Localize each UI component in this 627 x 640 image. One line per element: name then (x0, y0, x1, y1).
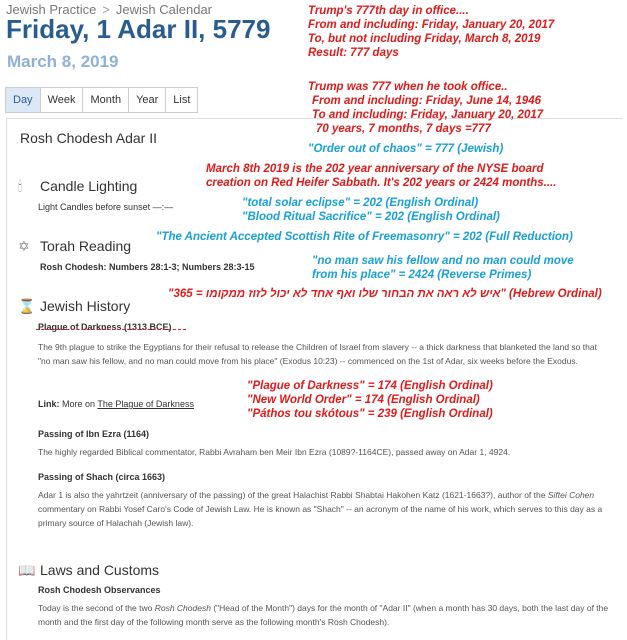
view-tabs (6, 87, 198, 113)
plague-of-darkness-link[interactable]: The Plague of Darkness (97, 399, 194, 409)
tab-day[interactable]: Day (5, 87, 41, 113)
history-item-text: The highly regarded Biblical commentator, Rabbi Avraham ben Meir Ibn Ezra (1089?-1164CE), passed away on Adar 1, 4924. (38, 447, 511, 457)
laws-subheading: Rosh Chodesh Observances (38, 585, 161, 595)
laws-text-a: Today is the second of the two (38, 603, 155, 613)
annotation-line: From and including: Friday, June 14, 1946 (312, 95, 541, 107)
annotation-line: "Páthos tou skótous" = 239 (English Ordinal) (247, 408, 493, 420)
annotation-hebrew-ordinal: "365 = איש לא ראה את הבחור שלו ואף אחד לא יכול לזוז ממקומו" (Hebrew Ordinal) (168, 288, 602, 300)
shach-text-b: commentary on Rabbi Yosef Caro's Code of Jewish Law. He is known as "Shach" -- an acronym of the name of his work, which serves to this day as a primary source of Halachah (Jewish law). (38, 504, 603, 528)
gregorian-date: March 8, 2019 (7, 52, 119, 71)
link-prefix: More on (62, 399, 96, 409)
hourglass-icon: ⌛ (18, 298, 36, 314)
tab-list[interactable]: List (165, 87, 198, 113)
breadcrumb-separator: > (102, 2, 110, 17)
tab-year[interactable]: Year (128, 87, 166, 113)
annotation-line: Trump's 777th day in office.... (308, 5, 469, 17)
annotation-line: From and including: Friday, January 20, 2017 (308, 19, 555, 31)
torah-reading-text: Rosh Chodesh: Numbers 28:1-3; Numbers 28:3-15 (40, 262, 255, 272)
annotation-line: from his place" = 2424 (Reverse Primes) (312, 269, 532, 281)
annotation-no-man (312, 254, 574, 282)
history-item-text (38, 488, 610, 530)
history-item-title: Passing of Ibn Ezra (1164) (38, 429, 150, 439)
annotation-line: Trump was 777 when he took office.. (308, 81, 508, 93)
history-item-text: The 9th plague to strike the Egyptians for their refusal to release the Children of Israel from slavery -- a thick darkness that blanketed the land so that "no man saw his fellow, and no man could move from his place" (Exodus 10:23) -- commenced on the 1st of Adar, six weeks before the Exodus. (38, 342, 597, 366)
annotation-line: March 8th 2019 is the 202 year anniversary of the NYSE board (206, 163, 544, 175)
history-item-title: Passing of Shach (circa 1663) (38, 472, 166, 482)
annotation-line: To, but not including Friday, March 8, 2019 (308, 33, 541, 45)
torah-icon: ✡ (18, 238, 30, 254)
annotation-scottish-rite: "The Ancient Accepted Scottish Rite of Freemasonry" = 202 (Full Reduction) (156, 231, 573, 243)
annotation-line: Result: 777 days (308, 47, 399, 59)
annotation-line: "Plague of Darkness" = 174 (English Ordinal) (247, 380, 493, 392)
candle-lighting-time: Light Candles before sunset —:— (38, 202, 174, 212)
annotation-line: "no man saw his fellow and no man could move (312, 255, 574, 267)
candle-lighting-heading: Candle Lighting (40, 178, 138, 194)
book-icon: 📖 (18, 562, 36, 578)
breadcrumb-jewish-practice[interactable]: Jewish Practice (6, 2, 97, 17)
laws-customs-heading: Laws and Customs (40, 562, 160, 578)
laws-text-italic: Rosh Chodesh (154, 603, 211, 613)
tab-week[interactable]: Week (40, 87, 84, 113)
jewish-history-heading: Jewish History (40, 298, 131, 314)
laws-text (38, 601, 610, 629)
page-title: Friday, 1 Adar II, 5779 (6, 14, 271, 44)
shach-text-a: Adar 1 is also the yahrtzeit (anniversary of the passing) of the great Halachist Rabbi Shabtai Hakohen Katz (1621-1663?), author of the (38, 490, 548, 500)
history-link-row (38, 399, 194, 409)
annotation-line: "New World Order" = 174 (English Ordinal) (247, 394, 480, 406)
red-dashed-underline (36, 329, 186, 330)
annotation-eclipse: "total solar eclipse" = 202 (English Ordinal) (242, 197, 479, 209)
annotation-order-chaos: "Order out of chaos" = 777 (Jewish) (308, 143, 504, 155)
annotation-nyse (206, 162, 556, 190)
tab-month[interactable]: Month (82, 87, 129, 113)
history-item-title: Plague of Darkness (1313 BCE) (38, 322, 172, 332)
annotation-trump-days (308, 4, 554, 60)
shach-text-italic: Siftei Cohen (547, 490, 595, 500)
annotation-line: To and including: Friday, January 20, 2017 (312, 109, 544, 121)
breadcrumb-jewish-calendar[interactable]: Jewish Calendar (115, 2, 213, 17)
annotation-trump-age (308, 80, 543, 136)
laws-text-b: ("Head of the Month") days for the month of "Adar II" (when a month has 30 days, both the last day of the month and the first day of the following month serve as the following month's Rosh Chodesh). (38, 603, 609, 627)
annotation-gematria (247, 379, 493, 421)
annotation-line: 70 years, 7 months, 7 days =777 (316, 123, 491, 135)
annotation-line: creation on Red Heifer Sabbath. It's 202 years or 2424 months.... (206, 177, 557, 189)
torah-reading-heading: Torah Reading (40, 238, 132, 254)
annotation-blood: "Blood Ritual Sacrifice" = 202 (English Ordinal) (242, 211, 500, 223)
candle-icon: 🕯 (18, 178, 22, 194)
link-label: Link: (38, 399, 60, 409)
rosh-chodesh-heading: Rosh Chodesh Adar II (20, 130, 157, 146)
